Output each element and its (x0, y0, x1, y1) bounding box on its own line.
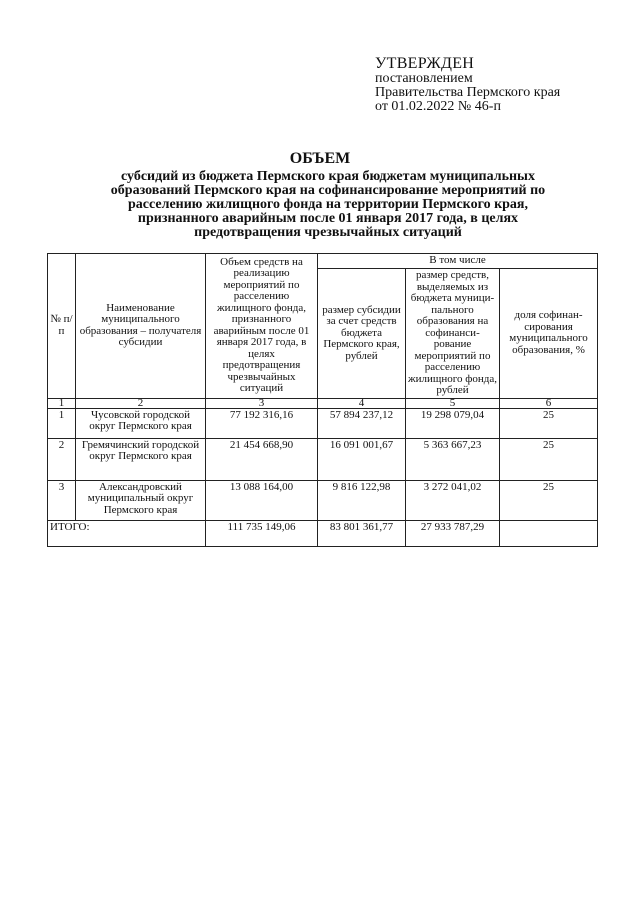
approval-stamp (375, 56, 625, 114)
col-number: 6 (500, 398, 598, 408)
local-funds: 27 933 787,29 (406, 520, 500, 546)
header-total-funds: Объем средств на реализацию мероприятий по расселению жилищного фонда, признанного аварийным после 01 января 2017 года, в целях предотвращения чрезвычайных ситуаций (206, 254, 318, 399)
local-funds: 19 298 079,04 (406, 408, 500, 438)
row-number: 2 (48, 438, 76, 480)
total-label: ИТОГО: (48, 520, 206, 546)
total-funds: 13 088 164,00 (206, 480, 318, 520)
share-percent (500, 520, 598, 546)
row-number: 1 (48, 408, 76, 438)
municipality-name: Гремячинский городской округ Пермского края (76, 438, 206, 480)
subsidy-table (47, 253, 598, 547)
col-number: 1 (48, 398, 76, 408)
approval-line-3: от 01.02.2022 № 46-п (375, 99, 501, 114)
table-row (48, 480, 598, 520)
approval-status: УТВЕРЖДЕН (375, 55, 475, 72)
subsidy-amount: 16 091 001,67 (318, 438, 406, 480)
header-group-including: В том числе (318, 254, 598, 269)
col-number: 4 (318, 398, 406, 408)
total-funds: 111 735 149,06 (206, 520, 318, 546)
col-number: 3 (206, 398, 318, 408)
header-subsidy: размер субсидии за счет средств бюджета Пермского края, рублей (318, 269, 406, 399)
share-percent: 25 (500, 408, 598, 438)
municipality-name: Александровский муниципальный округ Пермского края (76, 480, 206, 520)
col-number: 2 (76, 398, 206, 408)
local-funds: 5 363 667,23 (406, 438, 500, 480)
table-row (48, 408, 598, 438)
total-funds: 21 454 668,90 (206, 438, 318, 480)
row-number: 3 (48, 480, 76, 520)
total-row (48, 520, 598, 546)
header-share: доля софинан-сирования муниципального образования, % (500, 269, 598, 399)
share-percent: 25 (500, 438, 598, 480)
document-heading: ОБЪЕМ (289, 150, 351, 167)
subsidy-amount: 57 894 237,12 (318, 408, 406, 438)
subsidy-amount: 9 816 122,98 (318, 480, 406, 520)
header-number: № п/п (48, 254, 76, 399)
header-local-funds: размер средств, выделяемых из бюджета муници-пального образования на софинанси-рование мероприятий по расселению жилищного фонда, рублей (406, 269, 500, 399)
table-row (48, 438, 598, 480)
table-header-row (48, 254, 598, 269)
col-number: 5 (406, 398, 500, 408)
document-subtitle: субсидий из бюджета Пермского края бюджетам муниципальных образований Пермского края на софинансирование мероприятий по расселению жилищного фонда на территории Пермского края, признанного аварийным после 01 января 2017 года, в целях предотвращения чрезвычайных ситуаций (110, 169, 546, 240)
subsidy-amount: 83 801 361,77 (318, 520, 406, 546)
approval-line-2: Правительства Пермского края (375, 85, 561, 100)
approval-line-1: постановлением (375, 71, 473, 86)
column-number-row (48, 398, 598, 408)
share-percent: 25 (500, 480, 598, 520)
municipality-name: Чусовской городской округ Пермского края (76, 408, 206, 438)
total-funds: 77 192 316,16 (206, 408, 318, 438)
local-funds: 3 272 041,02 (406, 480, 500, 520)
header-municipality: Наименование муниципального образования – получателя субсидии (76, 254, 206, 399)
